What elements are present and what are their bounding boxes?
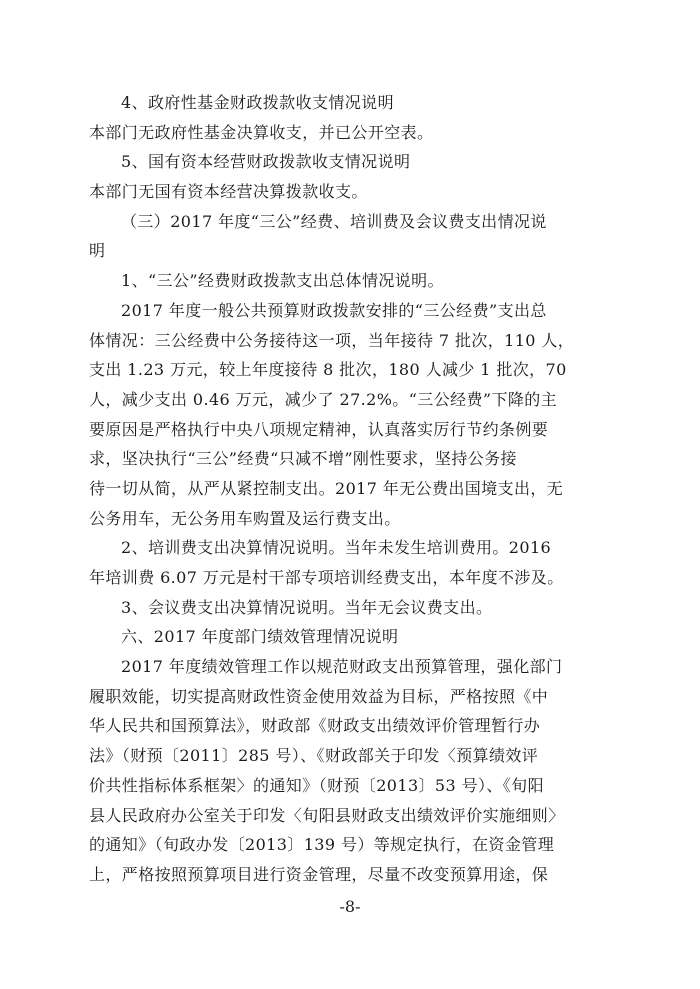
section-heading-performance: 六、2017 年度部门绩效管理情况说明 (121, 627, 399, 647)
page-number: -8- (339, 897, 361, 916)
paragraph-line: 公务用车，无公务用车购置及运行费支出。 (89, 508, 401, 528)
heading-state-capital: 5、国有资本经营财政拨款收支情况说明 (121, 152, 411, 172)
heading-meeting-fee: 3、会议费支出决算情况说明。当年无会议费支出。 (121, 597, 493, 617)
paragraph-line: 的通知》（旬政办发〔2013〕139 号）等规定执行，在资金管理 (89, 835, 555, 855)
paragraph-line: 年培训费 6.07 万元是村干部专项培训经费支出，本年度不涉及。 (89, 568, 564, 587)
paragraph-line: 体情况：三公经费中公务接待这一项，当年接待 7 批次，110 人， (89, 330, 575, 350)
paragraph-line: 华人民共和国预算法》，财政部《财政支出绩效评价管理暂行办 (89, 716, 541, 736)
section-heading-three-public: （三）2017 年度“三公”经费、培训费及会议费支出情况说 (121, 211, 547, 231)
paragraph-line: 上，严格按照预算项目进行资金管理，尽量不改变预算用途，保 (89, 864, 549, 884)
heading-training-fee: 2、培训费支出决算情况说明。当年未发生培训费用。2016 (121, 538, 552, 558)
paragraph-line: 2017 年度一般公共预算财政拨款安排的“三公经费”支出总 (121, 300, 547, 320)
paragraph-line: 求，坚决执行“三公”经费“只减不增”刚性要求，坚持公务接 (89, 449, 517, 469)
paragraph-line: 法》（财预〔2011〕285 号）、《财政部关于印发〈预算绩效评 (89, 746, 539, 766)
body-text (89, 88, 619, 890)
paragraph-line: 履职效能，切实提高财政性资金使用效益为目标，严格按照《中 (89, 686, 549, 706)
paragraph-line: 待一切从简，从严从紧控制支出。2017 年无公费出国境支出，无 (89, 478, 564, 498)
paragraph-line: 县人民政府办公室关于印发〈旬阳县财政支出绩效评价实施细则〉 (89, 805, 565, 825)
paragraph-line: 要原因是严格执行中央八项规定精神，认真落实厉行节约条例要 (89, 419, 549, 439)
paragraph-line: 价共性指标体系框架〉的通知》（财预〔2013〕53 号）、《旬阳 (89, 775, 544, 795)
paragraph-line: 本部门无国有资本经营决算拨款收支。 (89, 182, 368, 202)
heading-three-public-overview: 1、“三公”经费财政拨款支出总体情况说明。 (121, 271, 444, 291)
paragraph-line: 本部门无政府性基金决算收支，并已公开空表。 (89, 122, 434, 142)
section-heading-continuation: 明 (89, 241, 106, 261)
paragraph-line: 支出 1.23 万元，较上年度接待 8 批次，180 人减少 1 批次，70 (89, 360, 567, 380)
paragraph-line: 人，减少支出 0.46 万元，减少了 27.2%。“三公经费”下降的主 (89, 389, 558, 409)
paragraph-line: 2017 年度绩效管理工作以规范财政支出预算管理，强化部门 (121, 657, 563, 677)
heading-government-fund: 4、政府性基金财政拨款收支情况说明 (121, 93, 394, 112)
